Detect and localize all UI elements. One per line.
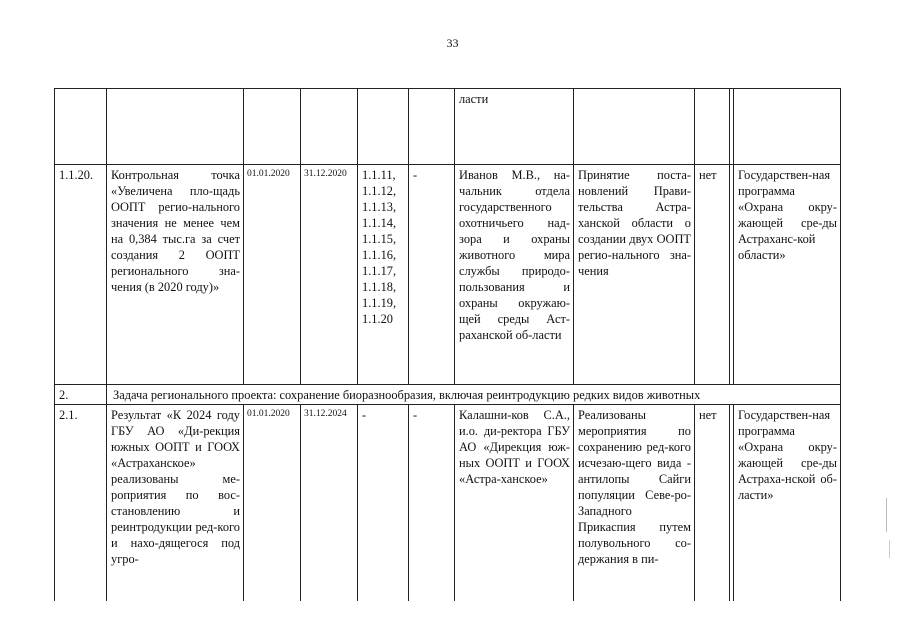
cell-responsible: Калашни-ков С.А., и.о. ди-ректора ГБУ АО «Дирекция юж-ных ООПТ и ГООХ «Астра-ханское» bbox=[455, 405, 574, 601]
cell-name: Результат «К 2024 году ГБУ АО «Ди-рекция южных ООПТ и ГООХ «Астраханское» реализованы ме-роприятия по вос-становлению и реинтродукции ред-кого и нахо-дящегося под угро- bbox=[107, 405, 244, 601]
cell-start-date: 01.01.2020 bbox=[244, 405, 301, 601]
table-row-1-1-20 bbox=[55, 165, 841, 385]
scan-artifact-line bbox=[886, 498, 887, 532]
table-row-continuation bbox=[55, 89, 841, 165]
cell-end-date: 31.12.2020 bbox=[301, 165, 358, 385]
cell-result-description: Принятие поста-новлений Прави-тельства Астра-ханской области о создании двух ООПТ регио-нального зна-чения bbox=[574, 165, 695, 385]
cell-program: Государствен-ная программа «Охрана окру-жающей сре-ды Астраха-нской об-ласти» bbox=[734, 405, 841, 601]
cell-number: 1.1.20. bbox=[55, 165, 107, 385]
cell-responsible: Иванов М.В., на-чальник отдела государственного охотничьего над-зора и охраны животного мира службы природо-пользования и охраны окружаю-щей среды Аст-раханской об-ласти bbox=[455, 165, 574, 385]
scan-artifact-line bbox=[889, 540, 890, 558]
cell-program bbox=[734, 89, 841, 165]
cell-level: нет bbox=[695, 405, 730, 601]
cell-number: 2. bbox=[55, 385, 107, 405]
cell-name: Контрольная точка «Увеличена пло-щадь ООПТ регио-нального значения не менее чем на 0,384 тыс.га за счет создания 2 ООПТ регионального зна-чения (в 2020 году)» bbox=[107, 165, 244, 385]
cell-start-date bbox=[244, 89, 301, 165]
cell-responsible: ласти bbox=[455, 89, 574, 165]
table-row-task-2 bbox=[55, 385, 841, 405]
cell-name bbox=[107, 89, 244, 165]
table-row-2-1 bbox=[55, 405, 841, 601]
cell-successors bbox=[409, 89, 455, 165]
cell-predecessors bbox=[358, 89, 409, 165]
cell-result-description bbox=[574, 89, 695, 165]
cell-level bbox=[695, 89, 730, 165]
cell-end-date: 31.12.2024 bbox=[301, 405, 358, 601]
cell-successors: - bbox=[409, 165, 455, 385]
cell-predecessors: - bbox=[358, 405, 409, 601]
task-heading: Задача регионального проекта: сохранение биоразнообразия, включая реинтродукцию редких видов животных bbox=[107, 385, 841, 405]
cell-predecessors: 1.1.11, 1.1.12, 1.1.13, 1.1.14, 1.1.15, 1.1.16, 1.1.17, 1.1.18, 1.1.19, 1.1.20 bbox=[358, 165, 409, 385]
cell-program: Государствен-ная программа «Охрана окру-жающей сре-ды Астраханс-кой области» bbox=[734, 165, 841, 385]
cell-number bbox=[55, 89, 107, 165]
cell-successors: - bbox=[409, 405, 455, 601]
plan-table bbox=[54, 88, 841, 601]
cell-start-date: 01.01.2020 bbox=[244, 165, 301, 385]
cell-number: 2.1. bbox=[55, 405, 107, 601]
cell-result-description: Реализованы мероприятия по сохранению ред-кого исчезаю-щего вида - антилопы Сайги популяции Севе-ро-Западного Прикаспия путем полувольного со-держания в пи- bbox=[574, 405, 695, 601]
cell-level: нет bbox=[695, 165, 730, 385]
page-number: 33 bbox=[446, 36, 459, 50]
cell-end-date bbox=[301, 89, 358, 165]
